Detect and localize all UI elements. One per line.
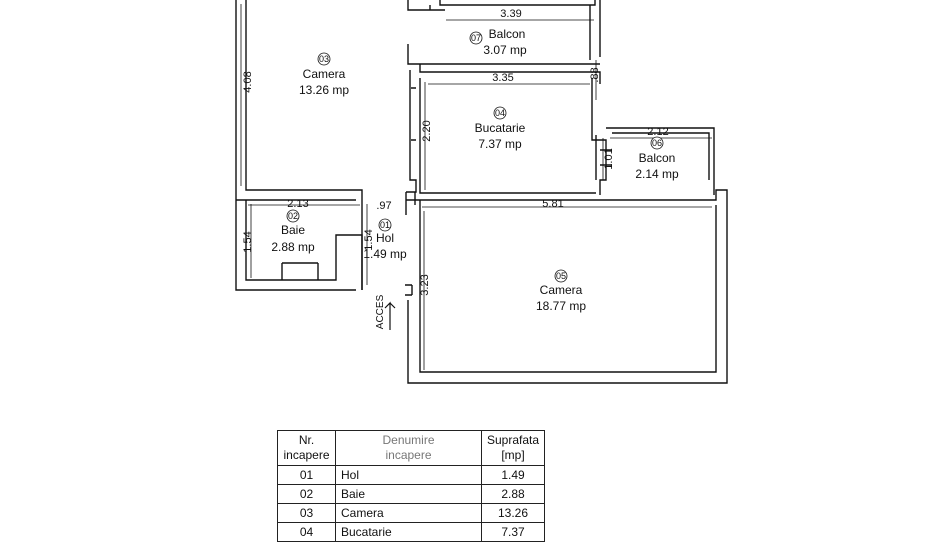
dim-balcony06-depth: 1.01	[603, 148, 615, 170]
dim-balcony07-depth: .88	[589, 67, 601, 83]
cell-area: 2.88	[482, 485, 545, 504]
table-row	[278, 504, 545, 523]
header-name-text: Denumire incapere	[382, 433, 435, 462]
room-02-area: 2.88 mp	[271, 240, 315, 254]
cell-nr: 02	[278, 485, 336, 504]
room-06-number: 06	[651, 138, 663, 148]
room-06-area: 2.14 mp	[635, 167, 679, 181]
room-05-area: 18.77 mp	[535, 299, 587, 313]
cell-nr: 01	[278, 466, 336, 485]
dim-bath-width: 2.13	[287, 198, 309, 210]
header-nr	[278, 431, 336, 466]
dim-balcony06-width: 2.12	[647, 126, 669, 138]
header-area	[482, 431, 545, 466]
dim-room05-height: 3.23	[419, 274, 431, 296]
dim-room05-width: 5.81	[542, 198, 564, 210]
table-header-row	[278, 431, 545, 466]
room-04-name: Bucatarie	[474, 121, 526, 135]
header-area-text: Suprafata [mp]	[487, 433, 540, 462]
dim-balcony07-width: 3.39	[500, 8, 522, 20]
room-02-name: Baie	[280, 223, 306, 237]
room-05-number: 05	[555, 271, 567, 281]
table-row	[278, 485, 545, 504]
cell-area: 7.37	[482, 523, 545, 542]
access-arrow	[385, 303, 395, 330]
room-07-name: Balcon	[488, 27, 526, 41]
cell-name: Camera	[336, 504, 482, 523]
room-03-name: Camera	[302, 67, 346, 81]
table-row	[278, 466, 545, 485]
cell-area: 13.26	[482, 504, 545, 523]
room-01-area: 1.49 mp	[363, 247, 407, 261]
header-nr-text: Nr. incapere	[283, 433, 330, 462]
cell-nr: 03	[278, 504, 336, 523]
header-name	[336, 431, 482, 466]
room-05-door	[405, 285, 412, 295]
room-03-number: 03	[318, 54, 330, 64]
table-row	[278, 523, 545, 542]
room-03-area: 13.26 mp	[298, 83, 350, 97]
dim-kitchen-width: 3.35	[492, 72, 514, 84]
room-01-number: 01	[379, 220, 391, 230]
rooms-table	[277, 430, 545, 542]
dim-room03-height: 4.08	[242, 71, 254, 93]
room-04-number: 04	[494, 108, 506, 118]
dim-hall-width: .97	[376, 200, 392, 212]
cell-area: 1.49	[482, 466, 545, 485]
room-07-number: 07	[470, 33, 482, 43]
room-05-name: Camera	[539, 283, 583, 297]
cell-name: Baie	[336, 485, 482, 504]
dim-hall-height: 1.54	[363, 229, 375, 251]
dim-kitchen-height: 2.20	[421, 120, 433, 142]
cell-name: Hol	[336, 466, 482, 485]
cell-nr: 04	[278, 523, 336, 542]
room-01-name: Hol	[375, 231, 395, 245]
room-02-number: 02	[287, 211, 299, 221]
dim-bath-height: 1.54	[242, 231, 254, 253]
kitchen-window	[411, 88, 416, 140]
cell-name: Bucatarie	[336, 523, 482, 542]
room-06-name: Balcon	[638, 151, 676, 165]
room-07-area: 3.07 mp	[483, 43, 527, 57]
room-04-area: 7.37 mp	[478, 137, 522, 151]
access-label: ACCES	[375, 294, 386, 330]
